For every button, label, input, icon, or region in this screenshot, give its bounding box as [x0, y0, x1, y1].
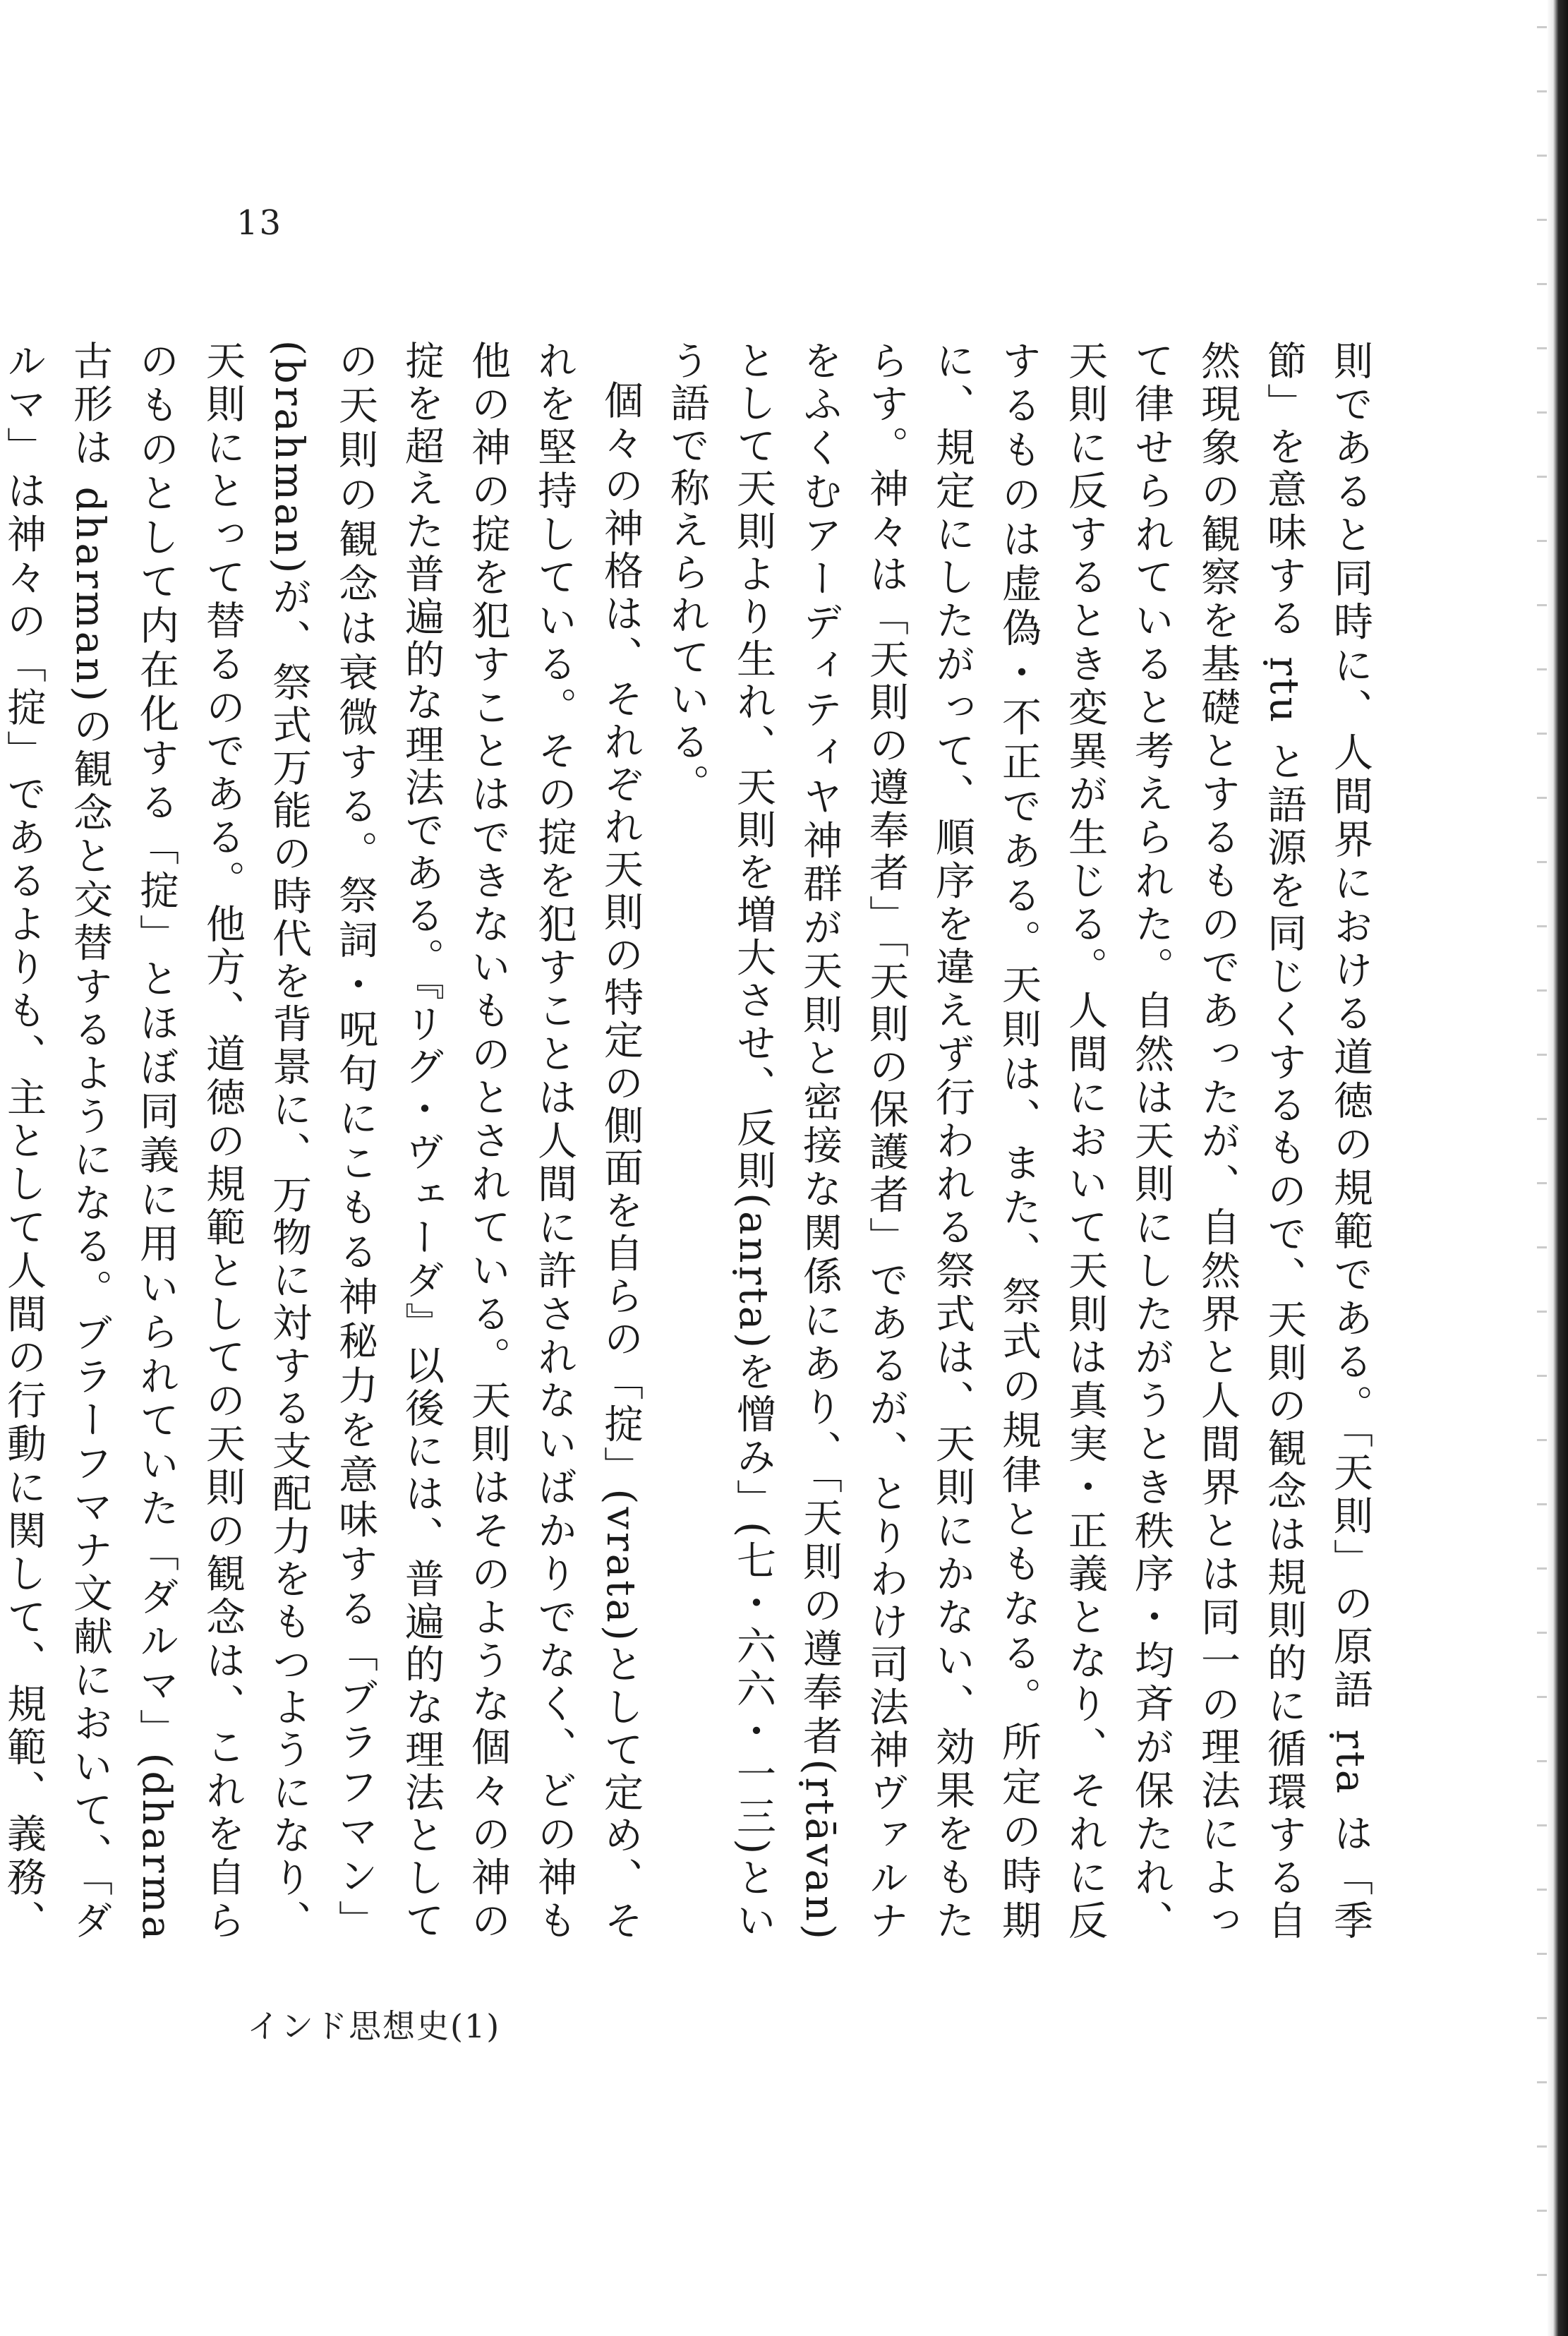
page-number: 13 [236, 203, 283, 243]
running-footer-title: インド思想史(1) [247, 2007, 501, 2045]
paragraph-2: 個々の神格は、それぞれ天則の特定の側面を自らの「掟」(vrata)として定め、それを堅持している。その掟を犯すことは人間に許されないばかりでなく、どの神も他の神の掟を犯すことはできないものとされている。天則はそのような個々の神の掟を超えた普遍的な理法である。『リグ・ヴェーダ』以後には、普遍的な理法としての天則の観念は衰微する。祭詞・呪句にこもる神秘力を意味する「ブラフマン」(brahman)が、祭式万能の時代を背景に、万物に対する支配力をもつようになり、天則にとって替るのである。他方、道徳の規範としての天則の観念は、これを自らのものとして内在化する「掟」とほぼ同義に用いられていた「ダルマ」(dharma 古形は dharman)の観念と交替するようになる。ブラーフマナ文献において、「ダルマ」は神々の「掟」であるよりも、主として人間の行動に関して、規範、義務、 [1, 340, 644, 1943]
body-text [1, 340, 1383, 1943]
page-edge-specks [1537, 0, 1547, 2336]
paragraph-1: 則であると同時に、人間界における道徳の規範である。「天則」の原語 ṛta は「季節」を意味する ṛtu と語源を同じくするもので、天則の観念は規則的に循環する自然現象の観察を基礎とするものであったが、自然界と人間界とは同一の理法によって律せられていると考えられた。自然は天則にしたがうとき秩序・均斉が保たれ、天則に反するとき変異が生じる。人間において天則は真実・正義となり、それに反するものは虚偽・不正である。天則は、また、祭式の規律ともなる。所定の時期に、規定にしたがって、順序を違えず行われる祭式は、天則にかない、効果をもたらす。神々は「天則の遵奉者」「天則の保護者」であるが、とりわけ司法神ヴァルナをふくむアーディティヤ神群が天則と密接な関係にあり、「天則の遵奉者(ṛtāvan)として天則より生れ、天則を増大させ、反則(anṛta)を憎み」(七・六六・一三)という語で称えられている。 [664, 340, 1373, 1942]
page-edge-shadow [1547, 0, 1568, 2336]
